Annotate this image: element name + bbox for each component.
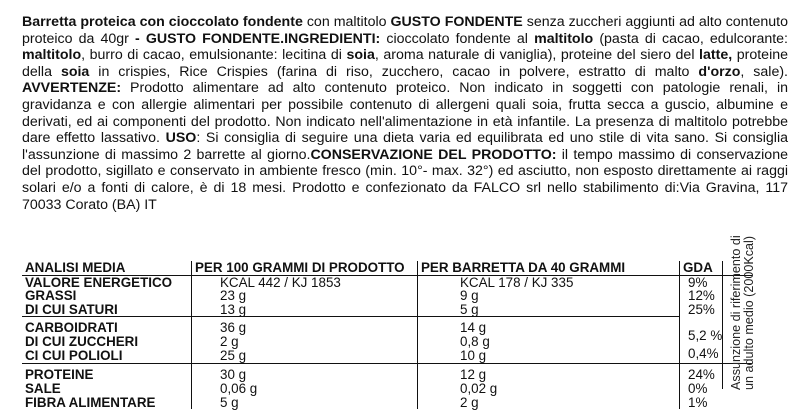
table-row [22, 335, 752, 349]
nutrient-label: DI CUI ZUCCHERI [25, 334, 139, 350]
nutrient-label: SALE [25, 380, 61, 396]
value-per-bar: 12 g [418, 368, 680, 382]
text-span: , burro di cacao, emulsionante: lecitina di [81, 47, 347, 64]
text-span: , aroma naturale di vaniglia), proteine del siero del [374, 47, 700, 64]
value-per-bar: 9 g [418, 289, 680, 303]
table-row [22, 349, 752, 364]
table-row [22, 275, 752, 289]
value-per-100g: 2 g [192, 335, 418, 349]
storage-text: il tempo massimo di conservazione del prodotto, sigillato e conservato in ambiente fresco (min. 10°- max. 32°) ed asciutto, non esposto direttamente ai raggi solari e/o a fonti di calore, è di 18 mesi. Prodotto e confezionato da FALCO srl nello stabilimento di:Via Gravina, 117 70033 Corato (BA) IT [22, 146, 788, 213]
value-gda: 0,4% [688, 346, 719, 362]
table-row [22, 396, 752, 410]
value-per-100g: 0,06 g [192, 382, 418, 396]
allergen: soia [60, 63, 90, 80]
table-row [22, 289, 752, 303]
table-header-row [22, 261, 752, 275]
allergen: latte, [699, 47, 733, 64]
value-gda: 1% [680, 396, 753, 410]
table-row [22, 382, 752, 396]
value-per-100g: 25 g [192, 349, 418, 364]
value-per-100g: 13 g [192, 303, 418, 317]
table-header: GDA [680, 261, 753, 275]
nutrient-label: GRASSI [25, 288, 77, 304]
allergen: soia [346, 47, 375, 64]
warnings-text: Prodotto alimentare ad alto contenuto proteico. Non indicato in soggetti con patologie renali, in gravidanza e con allergie alimentari per possibile contenuto di allergeni quali soia, frutta secca a guscio, albumine e derivati, ed ai componenti del prodotto. Non indicato nell'alimentazione in età infantile. La presenza di maltitolo potrebbe dare effetto lassativo. [22, 80, 788, 147]
text-span: con maltitolo [302, 14, 391, 30]
value-per-100g: 5 g [192, 396, 418, 410]
value-gda: 24% [680, 368, 753, 382]
gda-reference-note: Assunzione di riferimento di un adulto medio (2000Kcal) [729, 235, 757, 390]
nutrient-label: CARBOIDRATI [25, 320, 118, 336]
allergen: d'orzo [698, 63, 741, 80]
table-row [22, 368, 752, 382]
allergen: maltitolo [22, 47, 82, 64]
nutrient-label: VALORE ENERGETICO [25, 274, 173, 290]
storage-heading: CONSERVAZIONE DEL PRODOTTO: [310, 146, 557, 163]
text-span: in crispies, Rice Crispies (farina di riso, zucchero, cacao in polvere, estratto di malto [89, 63, 699, 80]
nutrient-label: DI CUI SATURI [25, 301, 118, 317]
value-per-100g: 30 g [192, 368, 418, 382]
value-gda: 25% [680, 303, 753, 317]
nutrient-label: PROTEINE [25, 367, 94, 383]
value-per-bar: 10 g [418, 349, 680, 364]
text-span: , sale). [740, 63, 788, 80]
value-gda: 12% [680, 289, 753, 303]
value-per-bar: 2 g [418, 396, 680, 410]
value-per-bar: 5 g [418, 303, 680, 317]
value-gda: 0% [680, 382, 753, 396]
nutrient-label: CI CUI POLIOLI [25, 348, 123, 364]
value-per-bar: 0,02 g [418, 382, 680, 396]
text-span: proteine della [22, 47, 789, 80]
table-right-border [722, 261, 723, 389]
nutrient-label: FIBRA ALIMENTARE [25, 394, 156, 410]
table-header: ANALISI MEDIA [22, 261, 192, 275]
value-gda: 9% [680, 275, 753, 289]
table-row [22, 303, 752, 317]
allergen: maltitolo [534, 30, 594, 47]
usage-heading: USO [165, 130, 197, 147]
product-name: Barretta proteica con cioccolato fondente [22, 14, 303, 30]
text-span: (pasta di cacao, edulcorante: [593, 30, 789, 47]
value-per-bar: 14 g [418, 321, 680, 335]
table-header: PER BARRETTA DA 40 GRAMMI [418, 261, 680, 275]
ingredients-heading: - GUSTO FONDENTE.INGREDIENTI: [134, 30, 381, 47]
table-row [22, 321, 752, 335]
value-gda: 5,2 % [688, 328, 723, 344]
text-span: senza zuccheri aggiunti ad alto contenuto proteico da 40gr [22, 14, 789, 47]
usage-text: : Si consiglia di seguire una dieta varia ed equilibrata ed uno stile di vita sano. Si consiglia l'assunzione di massimo 2 barrette al giorno. [22, 130, 789, 163]
nutrition-table [22, 261, 752, 409]
value-per-bar: KCAL 178 / KJ 335 [418, 275, 680, 289]
flavor-name: GUSTO FONDENTE [390, 14, 523, 30]
table-header: PER 100 GRAMMI DI PRODOTTO [192, 261, 418, 275]
product-description [22, 14, 788, 213]
text-span: cioccolato fondente al [380, 30, 535, 47]
value-per-100g: KCAL 442 / KJ 1853 [192, 275, 418, 289]
value-per-bar: 0,8 g [418, 335, 680, 349]
warnings-heading: AVVERTENZE: [22, 80, 122, 97]
value-per-100g: 23 g [192, 289, 418, 303]
value-per-100g: 36 g [192, 321, 418, 335]
